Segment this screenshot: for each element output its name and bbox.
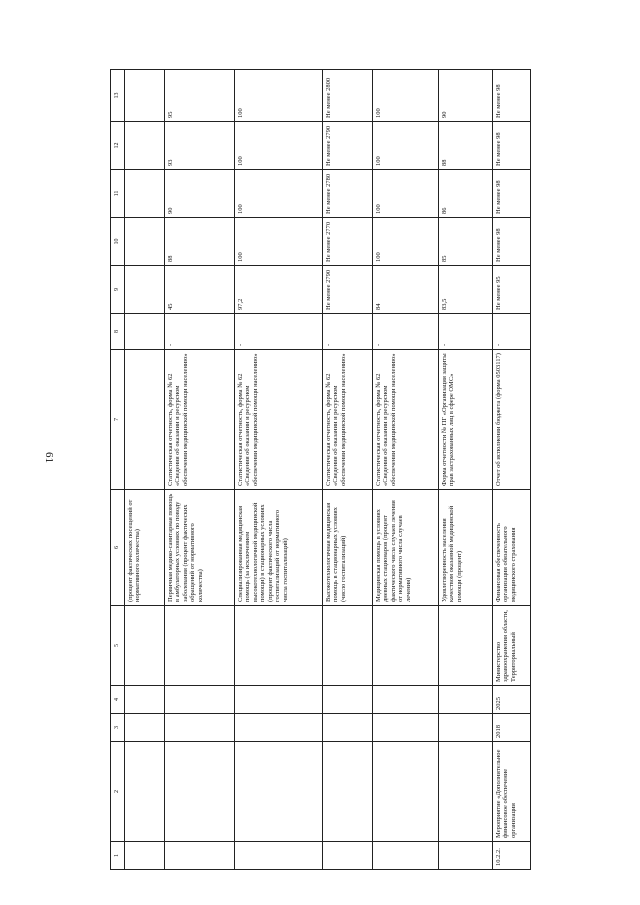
cell-start-year (323, 714, 373, 742)
cell-value (125, 70, 165, 122)
cell-end-year (165, 686, 235, 714)
column-number: 9 (111, 266, 125, 314)
cell-executor (125, 606, 165, 686)
cell-measure (439, 742, 493, 842)
cell-end-year: 2025 (493, 686, 531, 714)
cell-value: 88 (165, 218, 235, 266)
program-table (110, 69, 531, 870)
cell-value: 90 (439, 70, 493, 122)
cell-value: 100 (373, 170, 439, 218)
cell-measure (125, 742, 165, 842)
table-row (125, 70, 165, 870)
cell-start-year (373, 714, 439, 742)
page-number: 61 (43, 452, 55, 463)
cell-number: 10.2.2. (493, 842, 531, 870)
cell-indicator: Удовлетворенность населения качеством оказанной медицинской помощи (процент) (439, 490, 493, 606)
cell-indicator: (процент фактических посещений от нормативного количества) (125, 490, 165, 606)
cell-value: - (235, 314, 323, 350)
cell-source: Статистическая отчетность, форма № 62 «Сведения об оказании и ресурсном обеспечении медицинской помощи населению» (323, 350, 373, 490)
cell-value: 100 (235, 70, 323, 122)
cell-value: 45 (165, 266, 235, 314)
cell-end-year (323, 686, 373, 714)
column-number: 12 (111, 122, 125, 170)
cell-value: Не менее 2770 (323, 218, 373, 266)
column-number: 8 (111, 314, 125, 350)
cell-executor (439, 606, 493, 686)
cell-value: - (493, 314, 531, 350)
column-number: 4 (111, 686, 125, 714)
cell-measure (235, 742, 323, 842)
column-number: 13 (111, 70, 125, 122)
rotated-table-container (110, 70, 530, 870)
cell-indicator: Финансовая обеспеченность организации обязательного медицинского страхования (493, 490, 531, 606)
cell-measure (373, 742, 439, 842)
cell-end-year (439, 686, 493, 714)
cell-source: Статистическая отчетность, форма № 62 «Сведения об оказании и ресурсном обеспечении медицинской помощи населению» (165, 350, 235, 490)
cell-end-year (235, 686, 323, 714)
cell-start-year (165, 714, 235, 742)
cell-executor (165, 606, 235, 686)
cell-end-year (125, 686, 165, 714)
cell-start-year (235, 714, 323, 742)
column-number: 1 (111, 842, 125, 870)
cell-source: Отчет об исполнении бюджета (форма 0503117) (493, 350, 531, 490)
cell-number (235, 842, 323, 870)
table-row (373, 70, 439, 870)
cell-value: Не менее 95 (493, 266, 531, 314)
cell-executor (235, 606, 323, 686)
table-row (323, 70, 373, 870)
cell-value: 100 (235, 170, 323, 218)
cell-start-year: 2018 (493, 714, 531, 742)
cell-value: 84 (373, 266, 439, 314)
cell-value: 100 (235, 218, 323, 266)
column-number-row (111, 70, 125, 870)
cell-number (373, 842, 439, 870)
cell-value: 86 (439, 170, 493, 218)
column-number: 11 (111, 170, 125, 218)
cell-value: Не менее 2780 (323, 170, 373, 218)
cell-end-year (373, 686, 439, 714)
cell-indicator: Высокотехнологичная медицинская помощь в стационарных условиях (число госпитализаций) (323, 490, 373, 606)
cell-value: 100 (373, 218, 439, 266)
cell-measure (165, 742, 235, 842)
cell-number (125, 842, 165, 870)
table-row (235, 70, 323, 870)
cell-value (125, 122, 165, 170)
cell-value: 97,2 (235, 266, 323, 314)
cell-value: Не менее 98 (493, 122, 531, 170)
cell-value: Не менее 98 (493, 218, 531, 266)
column-number: 6 (111, 490, 125, 606)
cell-value: 95 (165, 70, 235, 122)
cell-value: - (323, 314, 373, 350)
cell-indicator: Специализированная медицинская помощь (за исключением высокотехнологичной медицинской помощи) в стационарных условиях (процент фактического числа госпитализаций от нормативного числа госпитализаций) (235, 490, 323, 606)
cell-value: - (439, 314, 493, 350)
cell-start-year (125, 714, 165, 742)
cell-value (125, 314, 165, 350)
cell-number (165, 842, 235, 870)
cell-value: Не менее 2790 (323, 122, 373, 170)
cell-indicator: Первичная медико-санитарная помощь в амбулаторных условиях по поводу заболевания (процент фактических обращений от нормативного количества) (165, 490, 235, 606)
column-number: 10 (111, 218, 125, 266)
cell-indicator: Медицинская помощь в условиях дневных стационаров (процент фактического числа случаев лечения от нормативного числа случаев лечения) (373, 490, 439, 606)
cell-source: Статистическая отчетность, форма № 62 «Сведения об оказании и ресурсном обеспечении медицинской помощи населению» (235, 350, 323, 490)
cell-value: Не менее 2790 (323, 266, 373, 314)
cell-value: 90 (165, 170, 235, 218)
cell-executor: Министерство здравоохранения области, Территориальный (493, 606, 531, 686)
column-number: 2 (111, 742, 125, 842)
cell-measure: Мероприятие «Дополнительное финансовое обеспечение организации (493, 742, 531, 842)
cell-measure (323, 742, 373, 842)
cell-executor (373, 606, 439, 686)
cell-value: - (165, 314, 235, 350)
cell-value (125, 170, 165, 218)
cell-value: 88 (439, 122, 493, 170)
cell-value: 100 (373, 70, 439, 122)
cell-value: 85 (439, 218, 493, 266)
cell-value: Не менее 98 (493, 170, 531, 218)
cell-value (125, 218, 165, 266)
column-number: 7 (111, 350, 125, 490)
cell-source (125, 350, 165, 490)
cell-value (125, 266, 165, 314)
cell-source: Форма отчетности № ПГ «Организация защиты прав застрахованных лиц в сфере ОМС» (439, 350, 493, 490)
cell-value: Не менее 98 (493, 70, 531, 122)
cell-number (439, 842, 493, 870)
cell-number (323, 842, 373, 870)
cell-start-year (439, 714, 493, 742)
column-number: 3 (111, 714, 125, 742)
cell-value: 93 (165, 122, 235, 170)
cell-executor (323, 606, 373, 686)
table-row (439, 70, 493, 870)
cell-value: - (373, 314, 439, 350)
table-row (493, 70, 531, 870)
cell-value: 83,5 (439, 266, 493, 314)
cell-value: 100 (235, 122, 323, 170)
cell-source: Статистическая отчетность, форма № 62 «Сведения об оказании и ресурсном обеспечении медицинской помощи населению» (373, 350, 439, 490)
table-row (165, 70, 235, 870)
cell-value: Не менее 2800 (323, 70, 373, 122)
cell-value: 100 (373, 122, 439, 170)
column-number: 5 (111, 606, 125, 686)
